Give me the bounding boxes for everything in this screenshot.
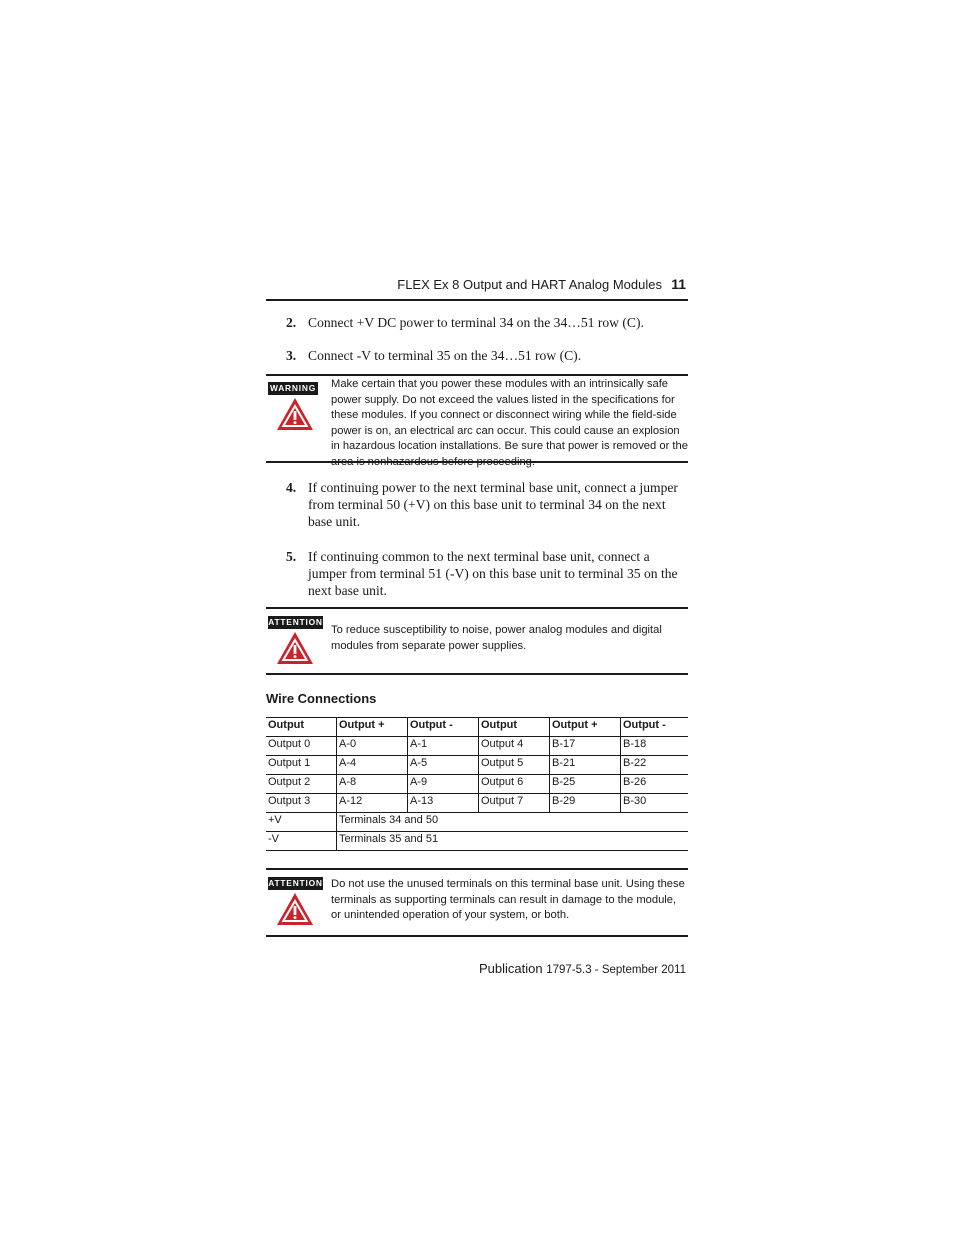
table-cell: B-17	[550, 737, 621, 756]
table-header-cell: Output -	[408, 718, 479, 737]
table-cell: Output 3	[266, 794, 337, 813]
table-cell: B-26	[621, 775, 689, 794]
table-cell: B-21	[550, 756, 621, 775]
table-cell: B-22	[621, 756, 689, 775]
table-cell: Terminals 35 and 51	[337, 832, 689, 851]
table-cell: A-8	[337, 775, 408, 794]
table-cell: Output 6	[479, 775, 550, 794]
warning-top-rule	[266, 374, 688, 376]
attention2-badge: ATTENTION	[268, 878, 323, 888]
warning-triangle-icon	[275, 396, 315, 432]
attention1-text: To reduce susceptibility to noise, power analog modules and digital modules from separate power supplies.	[331, 624, 662, 652]
footer-label: Publication	[478, 961, 543, 976]
section-title-wire-connections: Wire Connections	[266, 691, 377, 706]
warning-triangle-icon	[275, 891, 315, 927]
table-cell: A-9	[408, 775, 479, 794]
table-header-cell: Output +	[550, 718, 621, 737]
wire-connections-table	[266, 717, 688, 851]
table-row	[266, 737, 688, 756]
table-header-cell: Output	[479, 718, 550, 737]
warning-text: Make certain that you power these modules with an intrinsically safe power supply. Do not exceed the values listed in the specifications for these modules. If you connect or disconnect wiring while the field-side power is on, an electrical arc can occur. This could cause an explosion in hazardous location installations. Be sure that power is removed or the	[331, 378, 688, 453]
table-row-power-minus	[266, 832, 688, 851]
attention1-badge: ATTENTION	[268, 617, 323, 627]
attention1-top-rule	[266, 607, 688, 609]
table-cell: B-18	[621, 737, 689, 756]
table-cell: Output 2	[266, 775, 337, 794]
step-3: 3. Connect -V to terminal 35 on the 34…51 row (C).	[286, 348, 582, 363]
table-cell: A-13	[408, 794, 479, 813]
step-2: 2. Connect +V DC power to terminal 34 on the 34…51 row (C).	[286, 315, 644, 330]
table-cell: A-12	[337, 794, 408, 813]
table-cell: Output 4	[479, 737, 550, 756]
attention1-bottom-rule	[266, 673, 688, 675]
table-cell: A-1	[408, 737, 479, 756]
table-cell: B-29	[550, 794, 621, 813]
table-row	[266, 775, 688, 794]
table-cell: Output 0	[266, 737, 337, 756]
attention2-bottom-rule	[266, 935, 688, 937]
table-cell: A-0	[337, 737, 408, 756]
attention2-top-rule	[266, 868, 688, 870]
step-5: 5. If continuing common to the next terminal base unit, connect a jumper from terminal 51 (-V) on this base unit to terminal 35 on the next base unit.	[286, 549, 678, 598]
header-rule	[266, 299, 688, 301]
table-cell: +V	[266, 813, 337, 832]
table-cell: A-5	[408, 756, 479, 775]
table-cell: A-4	[337, 756, 408, 775]
footer	[479, 961, 686, 976]
table-cell: Output 7	[479, 794, 550, 813]
warning-bottom-rule	[266, 461, 688, 463]
table-row	[266, 756, 688, 775]
page-number: 11	[671, 276, 686, 292]
table-header-cell: Output	[266, 718, 337, 737]
running-header	[266, 276, 686, 296]
step-4: 4. If continuing power to the next terminal base unit, connect a jumper from terminal 50 (+V) on this base unit to terminal 34 on the next base unit.	[286, 480, 678, 529]
table-header-cell: Output +	[337, 718, 408, 737]
header-title: FLEX Ex 8 Output and HART Analog Modules	[397, 277, 662, 292]
table-header-row	[266, 718, 688, 737]
footer-publication: 1797-5.3 - September 2011	[546, 964, 686, 976]
table-cell: Output 1	[266, 756, 337, 775]
table-cell: B-30	[621, 794, 689, 813]
table-header-cell: Output -	[621, 718, 689, 737]
table-row-power-plus	[266, 813, 688, 832]
warning-badge: WARNING	[269, 383, 317, 393]
table-cell: -V	[266, 832, 337, 851]
table-cell: Output 5	[479, 756, 550, 775]
attention2-text: Do not use the unused terminals on this terminal base unit. Using these terminals as supporting terminals can result in damage to the module, or unintended operation of your system, or both.	[331, 878, 685, 922]
table-cell: B-25	[550, 775, 621, 794]
warning-triangle-icon	[275, 630, 315, 666]
table-row	[266, 794, 688, 813]
table-cell: Terminals 34 and 50	[337, 813, 689, 832]
